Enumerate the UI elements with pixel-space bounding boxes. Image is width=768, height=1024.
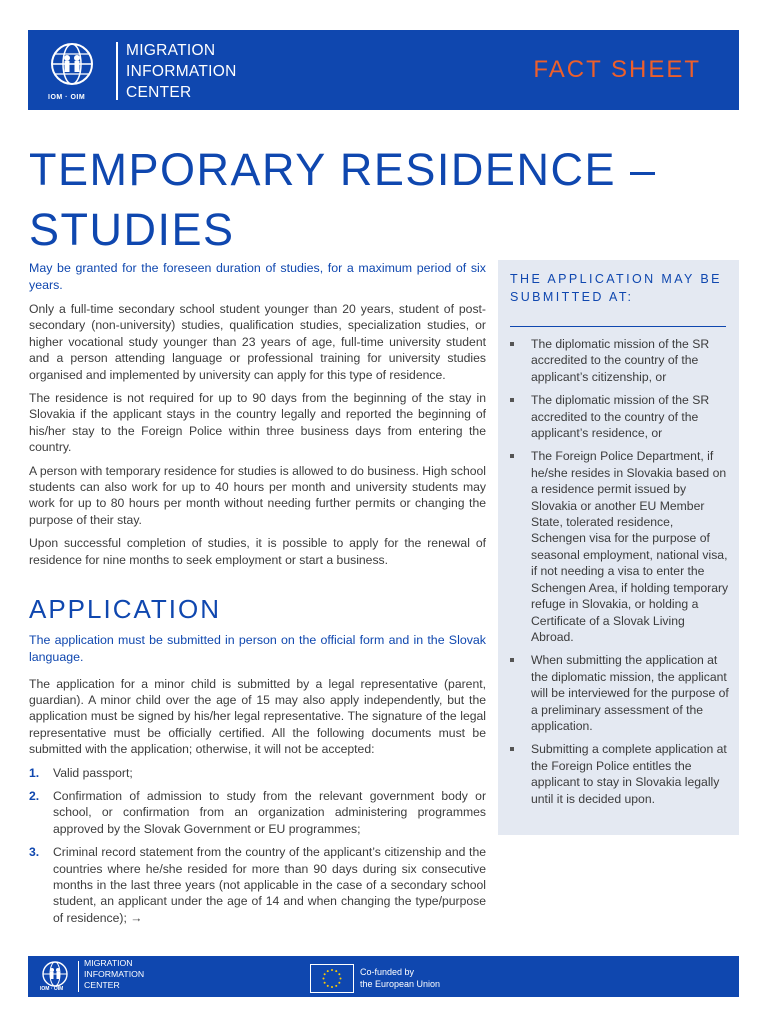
footer-banner [28, 956, 739, 997]
sidebar-item [510, 336, 730, 385]
sidebar-item-text: When submitting the application at the diplomatic mission, the applicant will be interviewed for the purpose of a preliminary assessment of the application. [531, 653, 729, 733]
eu-text-line: Co-funded by [360, 967, 415, 977]
sidebar-item-text: The diplomatic mission of the SR accredited to the country of the applicant’s citizenship, or [531, 337, 710, 384]
sidebar-item-text: Submitting a complete application at the Foreign Police entitles the applicant to stay in Slovakia legally until it is decided upon. [531, 742, 727, 806]
main-column [29, 260, 486, 933]
body-paragraph: Upon successful completion of studies, it is possible to apply for the renewal of residence for nine months to seek employment or start a business. [29, 536, 486, 567]
application-heading: APPLICATION [29, 594, 222, 625]
list-text: Criminal record statement from the country of the applicant’s citizenship and the countries where he/she resided for more than 90 days during six consecutive months in the last three years (not applicable in the case of a secondary school student, an applicant under the age of 14 and when changing the type/purpose of residence); → [53, 845, 486, 925]
document-list [29, 765, 486, 927]
footer-name-line: CENTER [84, 980, 120, 990]
list-item [29, 844, 486, 926]
title-line: TEMPORARY RESIDENCE – [29, 144, 657, 195]
list-text: Valid passport; [53, 765, 133, 780]
bullet-icon [510, 398, 514, 402]
page-title [29, 140, 719, 260]
application-paragraph: The application for a minor child is submitted by a legal representative (parent, guardian). A minor child over the age of 15 may also apply independently, but the application must be signed by his/her legal representative. The signature of the legal representative must be officially certified. All the following documents must be submitted with the application; otherwise, it will not be accepted: [29, 676, 486, 757]
iom-logo [46, 40, 104, 100]
sidebar-list [510, 336, 730, 814]
bullet-icon [510, 747, 514, 751]
sidebar-item [510, 741, 730, 807]
eu-text-line: the European Union [360, 979, 441, 989]
center-name-line: MIGRATION [126, 42, 216, 59]
logo-caption: IOM · OIM [48, 94, 86, 101]
footer-name-line: MIGRATION [84, 958, 133, 968]
list-number: 2. [29, 788, 40, 803]
footer-divider [78, 961, 79, 992]
center-name [126, 40, 237, 103]
bullet-icon [510, 454, 514, 458]
fact-sheet-label: FACT SHEET [533, 56, 701, 83]
body-paragraph: The residence is not required for up to 90 days from the beginning of the stay in Slovakia if the applicant stays in the country legally and reported the beginning of his/her stay to the Foreign Police within three business days from entering the country. [29, 391, 486, 455]
sidebar-item [510, 392, 730, 441]
lead-paragraph: May be granted for the foreseen duration of studies, for a maximum period of six years. [29, 261, 486, 292]
sidebar-box [498, 260, 739, 835]
body-paragraph: A person with temporary residence for studies is allowed to do business. High school students can also work for up to 40 hours per month and university students may work for up to 80 hours per month without needing further permits or changing the purpose of their stay. [29, 463, 486, 527]
eu-cofunded-text [360, 966, 440, 990]
title-line: STUDIES [29, 204, 235, 255]
footer-name-line: INFORMATION [84, 969, 145, 979]
header-divider [116, 42, 118, 100]
header-banner [28, 30, 739, 110]
sidebar-item-text: The diplomatic mission of the SR accredited to the country of the applicant’s residence, or [531, 393, 710, 441]
eu-flag-icon [310, 964, 354, 993]
list-text: Confirmation of admission to study from the relevant government body or school, or confirmation from an organization administering programmes approved by the Slovak Government or EU programmes; [53, 788, 486, 836]
sidebar-item [510, 448, 730, 645]
footer-logo-caption: IOM · OIM [40, 986, 64, 992]
list-number: 1. [29, 765, 40, 780]
sidebar-heading: THE APPLICATION MAY BE SUBMITTED AT: [510, 272, 722, 304]
list-number: 3. [29, 845, 40, 860]
list-item [29, 765, 486, 781]
bullet-icon [510, 658, 514, 662]
body-paragraph: Only a full-time secondary school student younger than 20 years, student of post-secondary (non-university) studies, qualification studies, specialization studies, or higher vocational study younger than 23 years of age, full-time university student and a person attending language or professional training for university studies organised and implemented by university can apply for this type of residence. [29, 302, 486, 382]
center-name-line: CENTER [126, 84, 192, 101]
bullet-icon [510, 342, 514, 346]
center-name-line: INFORMATION [126, 63, 237, 80]
sidebar-rule [510, 326, 726, 327]
sidebar-item [510, 652, 730, 734]
application-lead: The application must be submitted in person on the official form and in the Slovak language. [29, 632, 486, 664]
list-item [29, 788, 486, 837]
footer-center-name [84, 958, 144, 991]
sidebar-item-text: The Foreign Police Department, if he/she resides in Slovakia based on a residence permit issued by Slovakia or another EU Member State, tolerated residence, Schengen visa for the purpose of seasonal employment, national visa, if not needing a visa to enter the Schengen Area, if holding temporary refuge in Slovakia, or holding a Certificate of a Slovak Living Abroad. [531, 449, 729, 644]
